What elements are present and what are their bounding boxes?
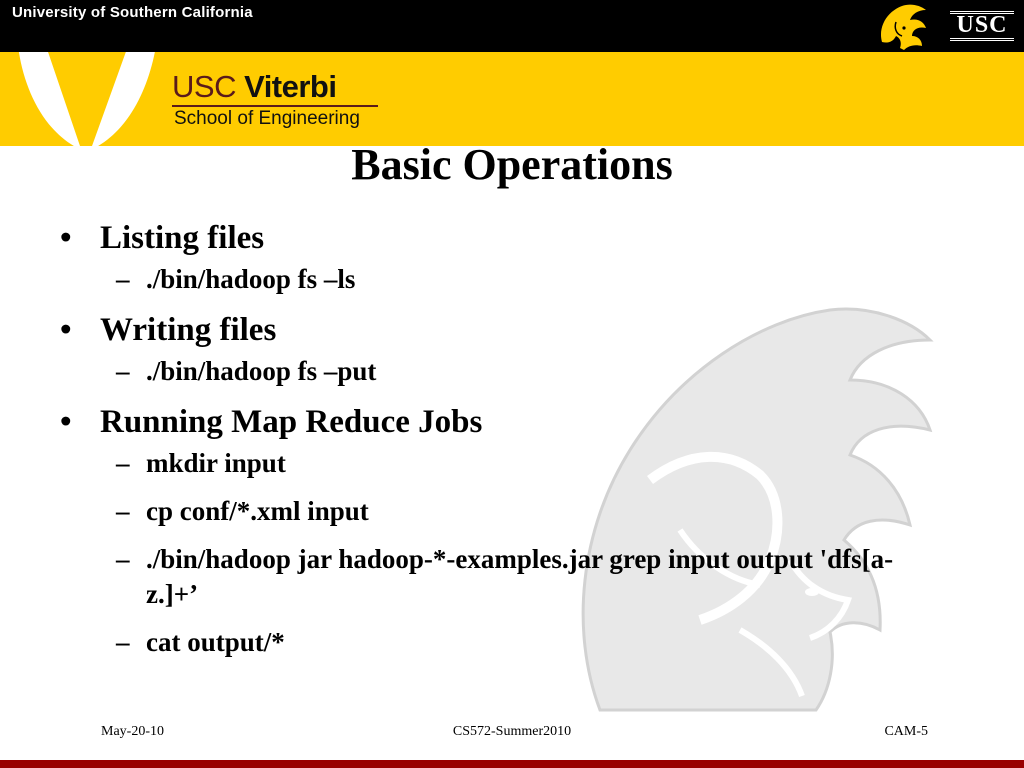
sub-bullet-text: ./bin/hadoop fs –put	[146, 356, 377, 386]
bullet-item	[60, 310, 940, 389]
footer-page-number: CAM-5	[884, 724, 928, 739]
sub-bullet-list	[100, 446, 940, 660]
bullet-text: Running Map Reduce Jobs	[100, 404, 483, 440]
slide-title: Basic Operations	[351, 140, 673, 189]
viterbi-usc-text: USC	[172, 69, 236, 104]
sub-bullet-mark: –	[116, 496, 130, 526]
sub-bullet-item	[100, 625, 940, 660]
bullet-mark: •	[60, 312, 72, 348]
bullet-list	[60, 218, 940, 668]
bullet-mark: •	[60, 220, 72, 256]
sub-bullet-text: cp conf/*.xml input	[146, 496, 369, 526]
bullet-text: Listing files	[100, 220, 265, 256]
sub-bullet-mark: –	[116, 264, 130, 294]
bottom-bar	[0, 760, 1024, 768]
footer-date: May-20-10	[101, 724, 164, 739]
sub-bullet-text: ./bin/hadoop fs –ls	[146, 264, 356, 294]
sub-bullet-item	[100, 354, 940, 389]
bullet-text: Writing files	[100, 312, 277, 348]
sub-bullet-list	[100, 262, 940, 297]
top-bar	[0, 0, 1024, 52]
school-name: School of Engineering	[174, 108, 360, 129]
viterbi-v-logo	[6, 52, 166, 146]
sub-bullet-item	[100, 446, 940, 481]
sub-bullet-text: ./bin/hadoop jar hadoop-*-examples.jar grep input output 'dfs[a-z.]+’	[146, 544, 894, 609]
sub-bullet-text: mkdir input	[146, 448, 286, 478]
bullet-item	[60, 402, 940, 660]
sub-bullet-mark: –	[116, 544, 130, 574]
footer-course: CS572-Summer2010	[452, 724, 572, 739]
sub-bullet-item	[100, 494, 940, 529]
viterbi-wordmark	[172, 70, 336, 104]
university-name: University of Southern California	[12, 4, 253, 21]
viterbi-name-text: Viterbi	[244, 69, 337, 104]
viterbi-rule	[172, 105, 378, 107]
usc-badge: USC	[950, 11, 1014, 41]
sub-bullet-mark: –	[116, 627, 130, 657]
sub-bullet-item	[100, 262, 940, 297]
sub-bullet-mark: –	[116, 356, 130, 386]
sub-bullet-text: cat output/*	[146, 627, 285, 657]
sub-bullet-list	[100, 354, 940, 389]
bullet-mark: •	[60, 404, 72, 440]
bullet-item	[60, 218, 940, 297]
trojan-head-icon	[874, 2, 934, 52]
sub-bullet-mark: –	[116, 448, 130, 478]
header-band	[0, 52, 1024, 146]
sub-bullet-item	[100, 542, 940, 612]
